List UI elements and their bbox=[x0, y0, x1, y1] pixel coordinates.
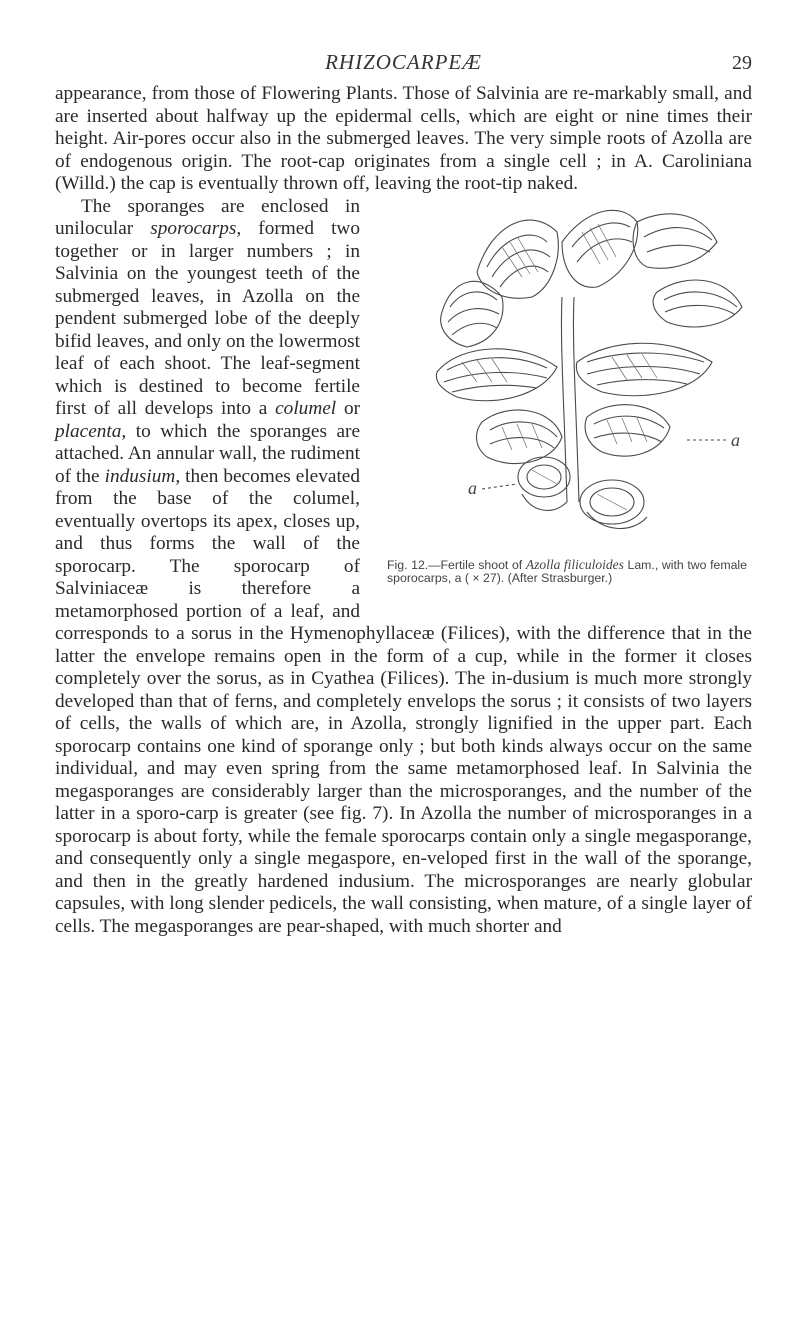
paragraph-2-text-1: The sporanges are enclosed in unilocular bbox=[55, 195, 360, 239]
running-head: RHIZOCARPEÆ bbox=[325, 50, 482, 74]
term-indusium: indusium, bbox=[104, 465, 181, 487]
paragraph-2-text-3: or bbox=[336, 398, 361, 419]
figure-label-a-upper: a bbox=[731, 429, 740, 450]
term-columel: columel bbox=[275, 398, 337, 419]
caption-prefix: Fig. 12.—Fertile shoot of bbox=[387, 557, 526, 572]
paragraph-1: appearance, from those of Flowering Plants. Those of Salvinia are re-markably small, and are inserted about halfway up the epidermal cells, which are eight or nine times their height. Air-pores occur also in the submerged leaves. The very simple roots of Azolla are of endogenous origin. The root-cap originates from a single cell ; in A. Caroliniana (Willd.) the cap is eventually thrown off, leaving the root-tip naked. bbox=[55, 83, 752, 194]
paragraph-2-text-5: then becomes elevated from the base of the columel, eventually overtops its apex, closes up, and thus forms the wall of the sporocarp. The sporocarp of Salviniaceæ is therefore a metamorphosed portion of a leaf, and corresponds to a sorus in the Hymenophyllaceæ (Filices), with the difference that in the latter the envelope remains open in the form of a cup, while in the former it closes completely over the sorus, as in Cyathea (Filices). The in-dusium is much more strongly developed than that of ferns, and completely envelops the sorus ; it consists of two layers of cells, the walls of which are, in Azolla, strongly lignified in the upper part. Each sporocarp contains one kind of sporange only ; but both kinds always occur on the same individual, and may even spring from the same metamorphosed leaf. In Salvinia the megasporanges are considerably larger than the microsporanges, and the number of the latter in a sporo-carp is greater (see fig. 7). In Azolla the number of microsporanges in a sporocarp is about forty, while the female sporocarps contain only a single megasporange, and consequently only a single megaspore, en-veloped first in the wall of the sporange, and then in the greatly hardened indusium. The microsporanges are nearly globular capsules, with long slender pedicels, the wall consisting, when mature, of a single layer of cells. The megasporanges are pear-shaped, with much shorter and bbox=[55, 465, 752, 937]
azolla-shoot-illustration bbox=[382, 202, 752, 542]
figure-caption bbox=[387, 558, 747, 586]
term-sporocarps: sporocarps, bbox=[150, 218, 242, 239]
paragraph-2-text-2: formed two together or in larger numbers ; in Salvinia on the youngest teeth of the submerged leaves, in Azolla on the pendent submerged lobe of the deeply bifid leaves, and only on the lowermost leaf of each shoot. The leaf-segment which is destined to become fertile first of all develops into a bbox=[55, 218, 360, 419]
page-number: 29 bbox=[732, 52, 752, 74]
body-text bbox=[55, 83, 752, 938]
paragraph-2-text-4: to which the sporanges are attached. An annular wall, the rudiment of the bbox=[55, 420, 360, 487]
figure-12 bbox=[382, 202, 752, 602]
caption-suffix: Lam., with two female sporocarps, a ( × 27). (After Strasburger.) bbox=[387, 557, 747, 585]
term-placenta: placenta, bbox=[55, 420, 127, 442]
caption-taxon: Azolla filiculoides bbox=[525, 556, 624, 572]
figure-label-a-lower: a bbox=[468, 477, 477, 498]
